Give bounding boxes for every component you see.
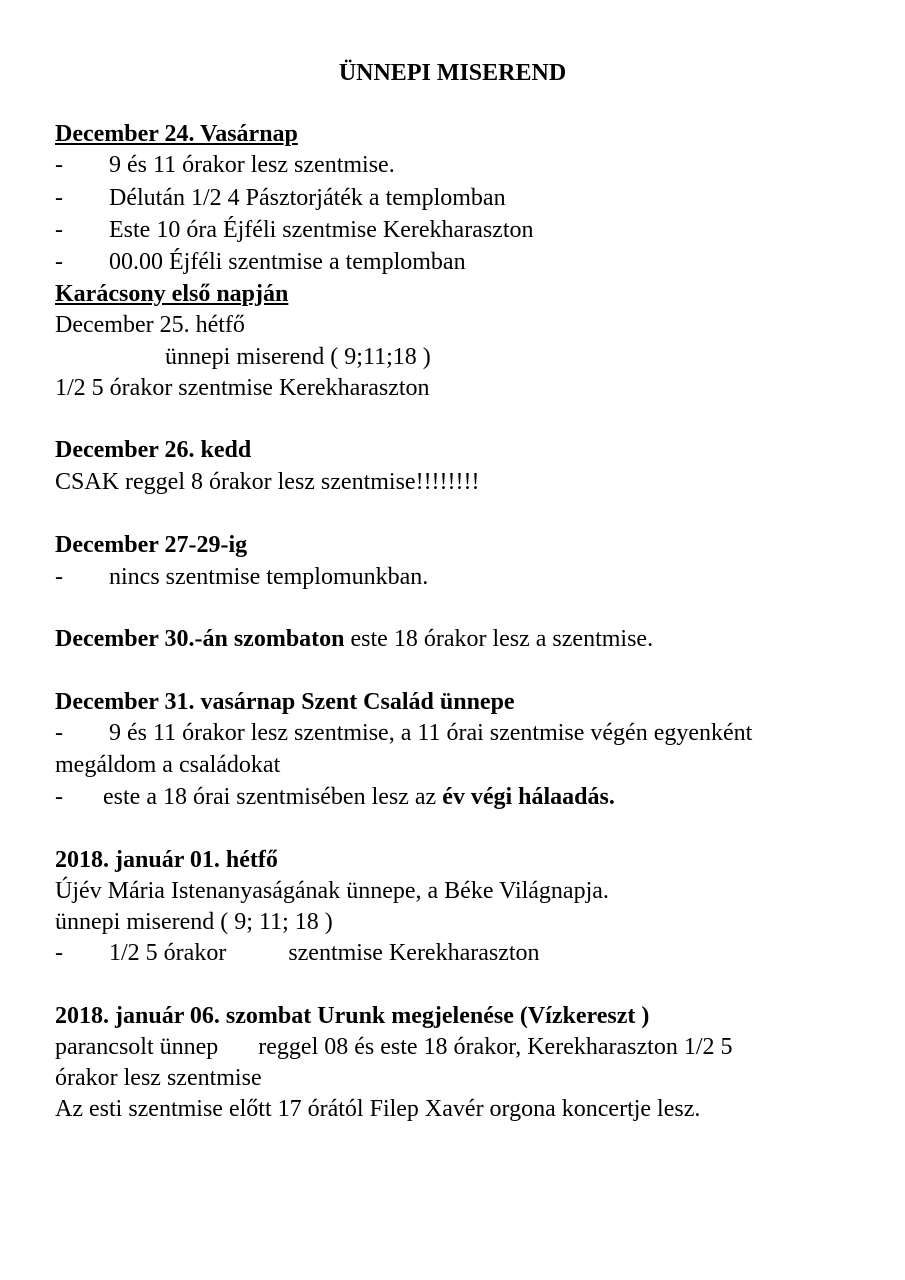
list-item-text: este a 18 órai szentmisében lesz az <box>103 784 443 810</box>
jan01-line1: Újév Mária Istenanyaságának ünnepe, a Béke Világnapja. <box>55 878 609 904</box>
list-item-continuation: megáldom a családokat <box>55 752 281 778</box>
list-item <box>55 562 428 592</box>
dec30-line <box>55 624 653 654</box>
list-item <box>55 782 615 812</box>
list-item-text: Délután 1/2 4 Pásztorjáték a templomban <box>109 185 506 211</box>
jan01-line2: ünnepi miserend ( 9; 11; 18 ) <box>55 909 333 935</box>
section-heading-dec27: December 27-29-ig <box>55 532 248 558</box>
jan06-line1 <box>55 1032 732 1062</box>
list-item-text: nincs szentmise templomunkban. <box>109 564 429 590</box>
list-item-bold: év végi hálaadás. <box>442 784 615 810</box>
section-heading-dec25: Karácsony első napján <box>55 281 289 307</box>
dec26-note: CSAK reggel 8 órakor lesz szentmise!!!!!!!! <box>55 469 480 495</box>
dec25-date: December 25. hétfő <box>55 312 245 338</box>
section-heading-dec24: December 24. Vasárnap <box>55 121 298 147</box>
dec25-schedule: ünnepi miserend ( 9;11;18 ) <box>165 344 431 370</box>
section-heading-jan06: 2018. január 06. szombat Urunk megjelenése (Vízkereszt ) <box>55 1003 650 1029</box>
list-item-text: 9 és 11 órakor lesz szentmise, a 11 órai szentmise végén egyenként <box>109 720 753 746</box>
section-heading-dec30: December 30.-án szombaton <box>55 626 345 652</box>
list-item <box>55 247 466 277</box>
bullet-dash: - <box>55 940 63 966</box>
list-item <box>55 215 534 245</box>
bullet-dash: - <box>55 152 63 178</box>
dec25-note: 1/2 5 órakor szentmise Kerekharaszton <box>55 375 430 401</box>
dec30-text: este 18 órakor lesz a szentmise. <box>344 626 654 652</box>
bullet-dash: - <box>55 249 63 275</box>
bullet-dash: - <box>55 720 63 746</box>
jan06-line3: Az esti szentmise előtt 17 órától Filep Xavér orgona koncertje lesz. <box>55 1096 701 1122</box>
jan06-line2: órakor lesz szentmise <box>55 1065 262 1091</box>
page-title: ÜNNEPI MISEREND <box>338 60 567 86</box>
list-item <box>55 718 752 748</box>
bullet-dash: - <box>55 217 63 243</box>
bullet-dash: - <box>55 564 63 590</box>
bullet-dash: - <box>55 185 63 211</box>
list-item <box>55 938 540 968</box>
section-heading-dec26: December 26. kedd <box>55 437 252 463</box>
list-item-time: 1/2 5 órakor <box>109 940 227 966</box>
section-heading-dec31: December 31. vasárnap Szent Család ünnepe <box>55 689 515 715</box>
list-item-text: Este 10 óra Éjféli szentmise Kerekharaszton <box>109 217 534 243</box>
jan06-line1-b: reggel 08 és este 18 órakor, Kerekharaszton 1/2 5 <box>258 1034 733 1060</box>
list-item <box>55 150 395 180</box>
list-item-place: szentmise Kerekharaszton <box>288 940 540 966</box>
list-item-text: 00.00 Éjféli szentmise a templomban <box>109 249 466 275</box>
jan06-line1-a: parancsolt ünnep <box>55 1034 219 1060</box>
list-item-text: 9 és 11 órakor lesz szentmise. <box>109 152 395 178</box>
list-item <box>55 183 506 213</box>
bullet-dash: - <box>55 784 63 810</box>
section-heading-jan01: 2018. január 01. hétfő <box>55 847 278 873</box>
